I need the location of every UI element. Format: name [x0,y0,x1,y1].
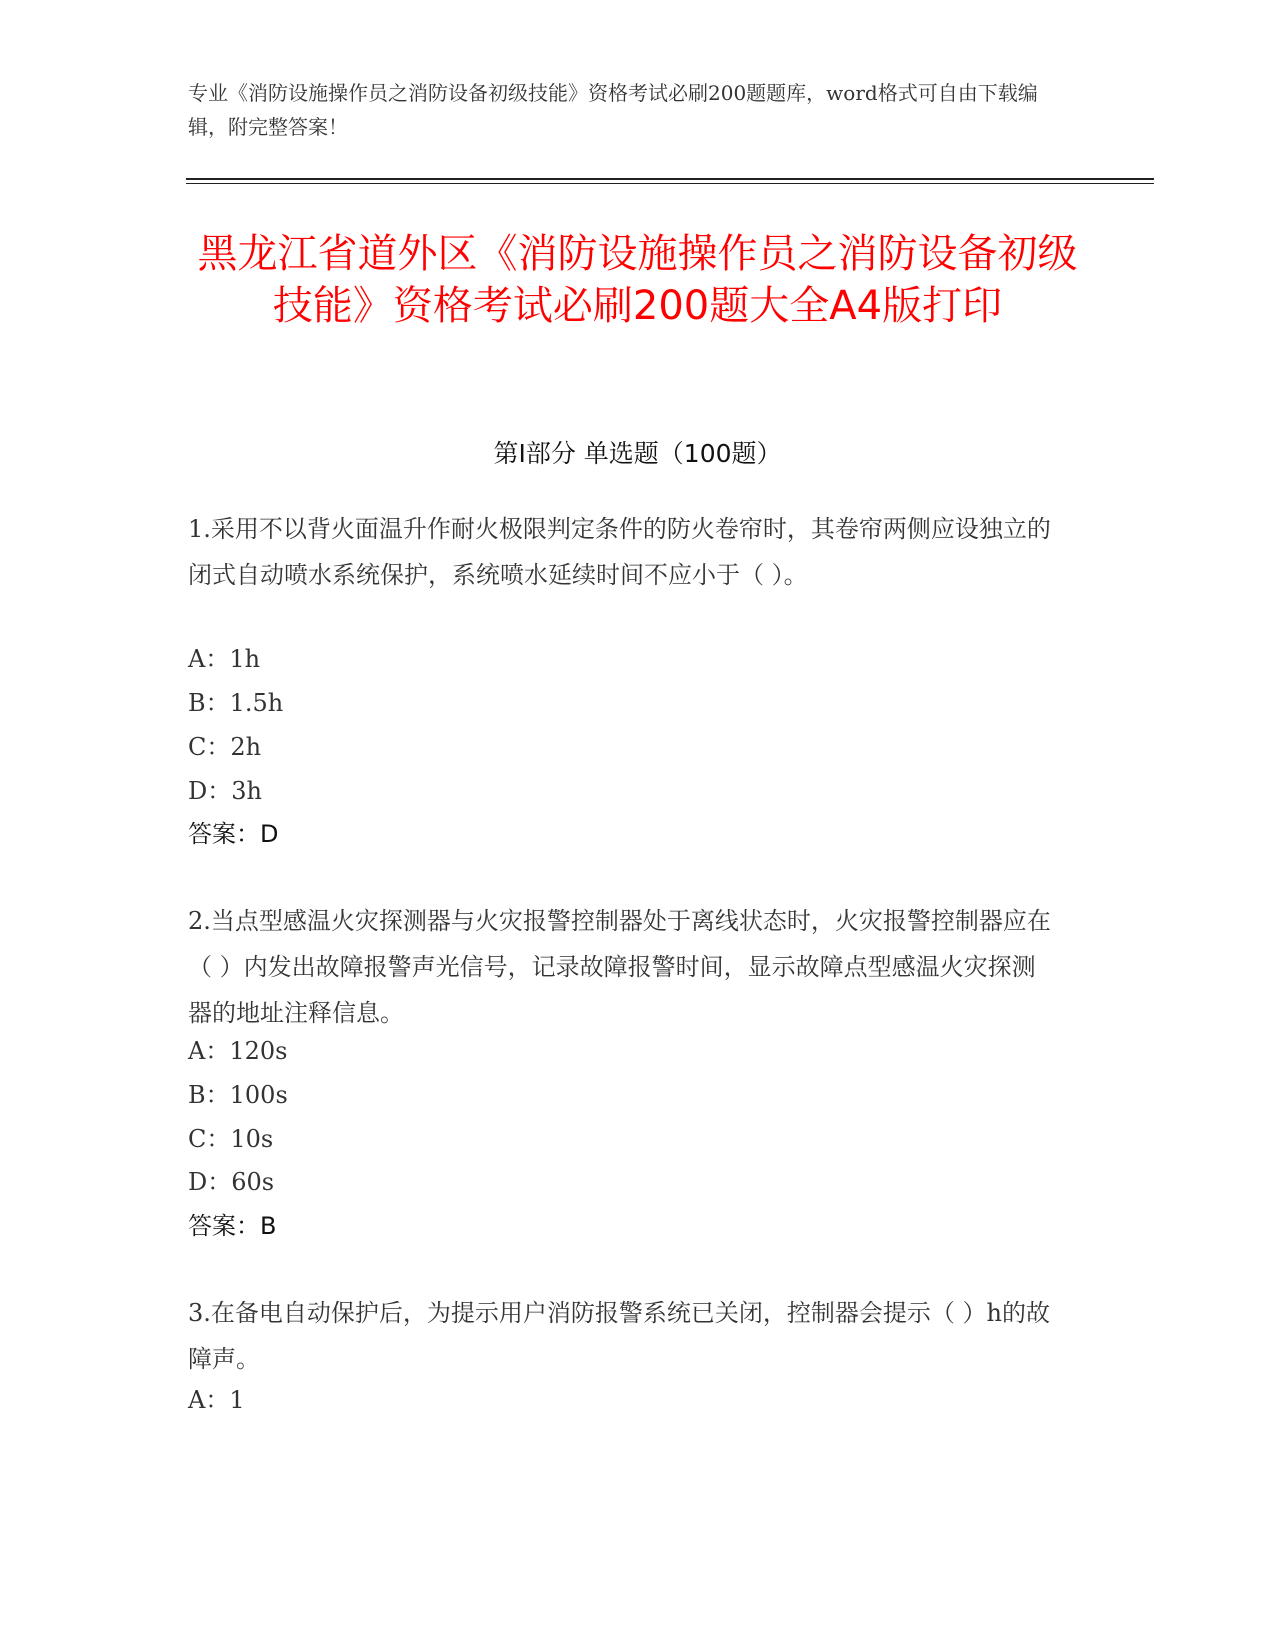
question-2-answer: 答案：B [188,1212,277,1240]
question-1-answer: 答案：D [188,820,279,848]
header-divider-thin [186,183,1154,184]
question-1-stem: 1.采用不以背火面温升作耐火极限判定条件的防火卷帘时，其卷帘两侧应设独立的闭式自动喷水系统保护，系统喷水延续时间不应小于（ ）。 [188,515,1051,589]
document-title: 黑龙江省道外区《消防设施操作员之消防设备初级技能》资格考试必刷200题大全A4版打印 [197,231,1078,329]
header-note: 专业《消防设施操作员之消防设备初级技能》资格考试必刷200题题库，word格式可自由下载编辑，附完整答案！ [188,81,1038,139]
question-1-option-a: A：1h [188,645,261,673]
question-2-option-b: B：100s [188,1081,288,1109]
question-1-option-d: D：3h [188,777,262,805]
question-3-stem: 3.在备电自动保护后，为提示用户消防报警系统已关闭，控制器会提示（ ）h的故障声。 [188,1299,1050,1373]
question-1-option-b: B：1.5h [188,689,284,717]
question-3-option-a: A：1 [188,1386,245,1414]
question-2-stem: 2.当点型感温火灾探测器与火灾报警控制器处于离线状态时，火灾报警控制器应在（ ）内发出故障报警声光信号，记录故障报警时间，显示故障点型感温火灾探测器的地址注释信息。 [188,907,1051,1027]
question-1-option-c: C：2h [188,733,262,761]
question-2-option-c: C：10s [188,1125,274,1153]
header-divider-thick [186,178,1154,180]
section-heading: 第I部分 单选题（100题） [493,439,782,468]
question-2-option-a: A：120s [188,1037,288,1065]
question-2-option-d: D：60s [188,1168,275,1196]
